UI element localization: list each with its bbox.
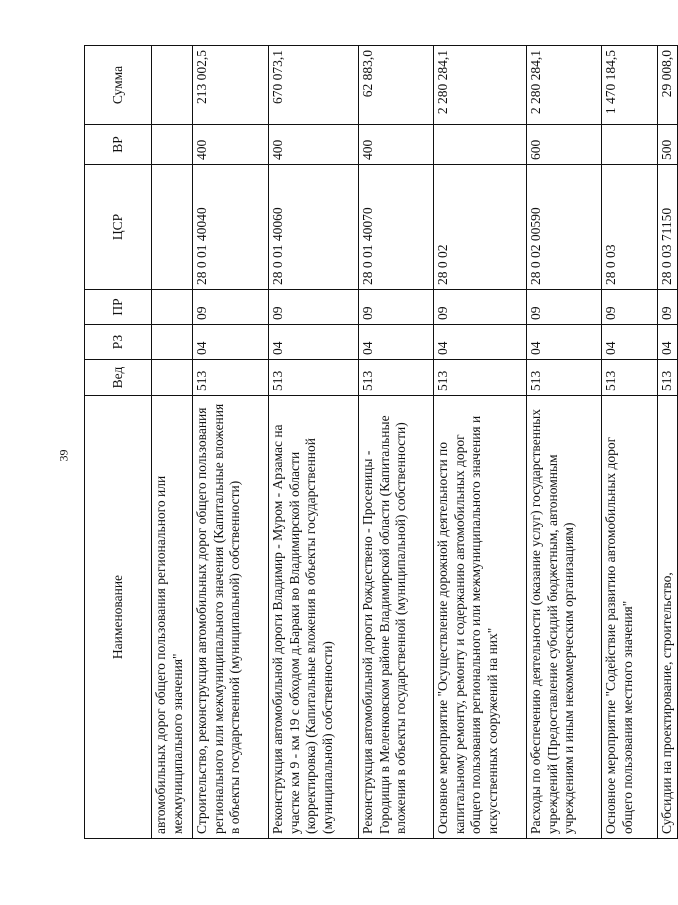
row-pr: 09	[269, 290, 359, 325]
row-vr: 400	[359, 125, 434, 165]
row-ved: 513	[602, 360, 658, 396]
budget-table	[84, 45, 678, 839]
row-pr: 09	[359, 290, 434, 325]
page-number: 39	[56, 449, 71, 462]
header-csr: ЦСР	[85, 165, 152, 290]
row-sum: 2 280 284,1	[527, 46, 602, 125]
row-rz: 04	[359, 325, 434, 360]
table-row	[527, 46, 602, 839]
table-row	[434, 46, 527, 839]
row-rz: 04	[658, 325, 678, 360]
row-name: Реконструкция автомобильной дороги Рождествено - Просеницы - Городищи в Меленковском районе Владимирской области (Капитальные вложения в объекты государственной (муниципальной) собственности)	[359, 396, 434, 839]
row-vr	[602, 125, 658, 165]
row-csr: 28 0 02 00590	[527, 165, 602, 290]
row-vr: 600	[527, 125, 602, 165]
row-pr: 09	[658, 290, 678, 325]
row-vr: 400	[193, 125, 269, 165]
budget-table-rotated	[84, 46, 674, 839]
row-vr: 500	[658, 125, 678, 165]
row-ved: 513	[193, 360, 269, 396]
header-vr: ВР	[85, 125, 152, 165]
header-row	[85, 46, 152, 839]
header-sum: Сумма	[85, 46, 152, 125]
row-csr: 28 0 03	[602, 165, 658, 290]
header-pr: ПР	[85, 290, 152, 325]
row-rz: 04	[527, 325, 602, 360]
row-sum: 670 073,1	[269, 46, 359, 125]
row-pr: 09	[602, 290, 658, 325]
table-row	[269, 46, 359, 839]
row-name: Основное мероприятие "Содействие развитию автомобильных дорог общего пользования местного значения"	[602, 396, 658, 839]
row-csr: 28 0 03 71150	[658, 165, 678, 290]
row-rz	[152, 325, 193, 360]
row-csr: 28 0 02	[434, 165, 527, 290]
row-sum: 213 002,5	[193, 46, 269, 125]
row-rz: 04	[602, 325, 658, 360]
row-sum: 2 280 284,1	[434, 46, 527, 125]
row-rz: 04	[434, 325, 527, 360]
row-ved: 513	[269, 360, 359, 396]
table-row	[152, 46, 193, 839]
row-name: Субсидии на проектирование, строительство,	[658, 396, 678, 839]
row-name: Основное мероприятие "Осуществление дорожной деятельности по капитальному ремонту, ремонту и содержанию автомобильных дорог общего пользования регионального или межмуниципального значения и искусственных сооружений на них"	[434, 396, 527, 839]
row-pr: 09	[193, 290, 269, 325]
row-vr: 400	[269, 125, 359, 165]
row-name: Расходы по обеспечению деятельности (оказание услуг) государственных учреждений (Предоставление субсидий бюджетным, автономным учреждениям и иным некоммерческим организациям)	[527, 396, 602, 839]
table-row	[193, 46, 269, 839]
table-row	[359, 46, 434, 839]
row-ved: 513	[359, 360, 434, 396]
row-vr	[434, 125, 527, 165]
row-rz: 04	[193, 325, 269, 360]
row-rz: 04	[269, 325, 359, 360]
row-csr: 28 0 01 40040	[193, 165, 269, 290]
header-rz: РЗ	[85, 325, 152, 360]
row-sum: 1 470 184,5	[602, 46, 658, 125]
row-pr: 09	[527, 290, 602, 325]
table-row	[658, 46, 678, 839]
row-name: автомобильных дорог общего пользования регионального или межмуниципального значения"	[152, 396, 193, 839]
row-csr	[152, 165, 193, 290]
row-name: Реконструкция автомобильной дороги Владимир - Муром - Арзамас на участке км 9 - км 19 с обходом д.Бараки во Владимирской области (корректировка) (Капитальные вложения в объекты государственной (муниципальной) собственности)	[269, 396, 359, 839]
row-pr: 09	[434, 290, 527, 325]
row-sum: 62 883,0	[359, 46, 434, 125]
row-ved: 513	[434, 360, 527, 396]
row-pr	[152, 290, 193, 325]
row-ved	[152, 360, 193, 396]
row-sum: 29 008,0	[658, 46, 678, 125]
row-csr: 28 0 01 40070	[359, 165, 434, 290]
header-ved: Вед	[85, 360, 152, 396]
row-name: Строительство, реконструкция автомобильных дорог общего пользования регионального или межмуниципального значения (Капитальные вложения в объекты государственной (муниципальной) собственности)	[193, 396, 269, 839]
table-row	[602, 46, 658, 839]
row-sum	[152, 46, 193, 125]
row-vr	[152, 125, 193, 165]
row-ved: 513	[658, 360, 678, 396]
row-csr: 28 0 01 40060	[269, 165, 359, 290]
header-name: Наименование	[85, 396, 152, 839]
row-ved: 513	[527, 360, 602, 396]
